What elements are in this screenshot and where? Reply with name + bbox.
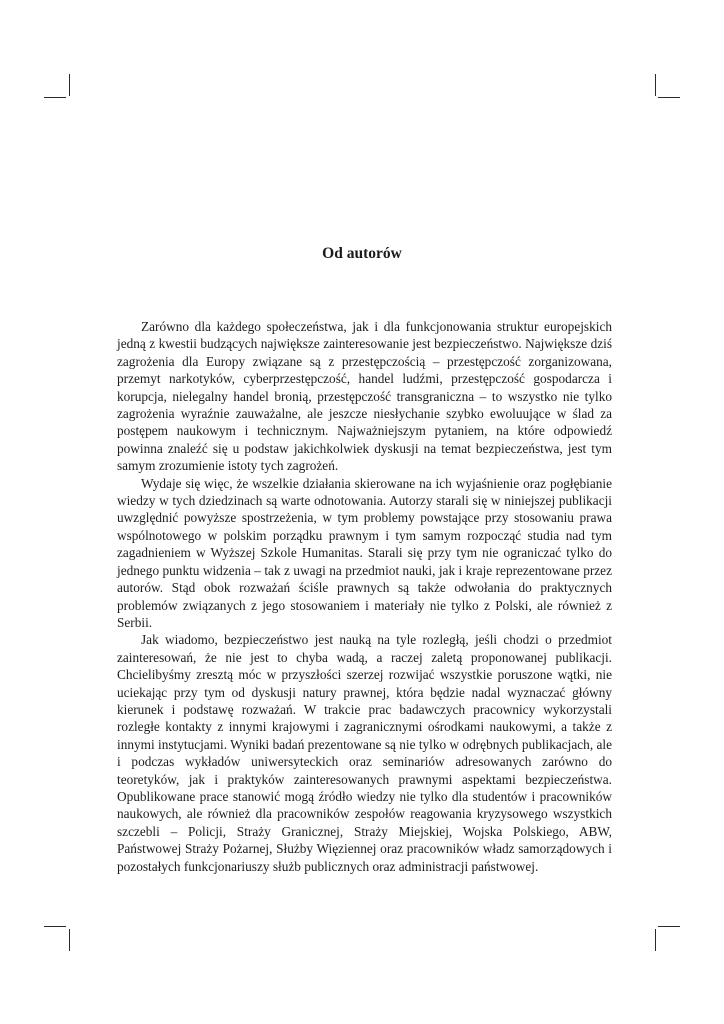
paragraph: Jak wiadomo, bezpieczeństwo jest nauką na tyle rozległą, jeśli chodzi o przedmiot zainteresowań, że nie jest to chyba wadą, a raczej zaletą proponowanej publikacji. Chcielibyśmy zresztą móc w przyszłości szerzej rozwijać wszystkie poruszone wątki, nie uciekając przy tym od dyskusji natury prawnej, która będzie nadal wyznaczać główny kierunek i podstawę rozważań. W trakcie prac badawczych pracownicy wykorzystali rozległe kontakty z innymi krajowymi i zagranicznymi ośrodkami naukowymi, a także z innymi instytucjami. Wyniki badań prezentowane są nie tylko w odrębnych publikacjach, ale i podczas wykładów uniwersyteckich oraz seminariów adresowanych zarówno do teoretyków, jak i praktyków zainteresowanych prawnymi aspektami bezpieczeństwa. Opublikowane prace stanowić mogą źródło wiedzy nie tylko dla studentów i pracowników naukowych, ale również dla pracowników zespołów reagowania kryzysowego wszystkich szczebli – Policji, Straży Granicznej, Straży Miejskiej, Wojska Polskiego, ABW, Państwowej Straży Pożarnej, Służby Więziennej oraz pracowników władz samorządowych i pozostałych funkcjonariuszy służb publicznych oraz administracji państwowej. — [117, 632, 612, 874]
crop-mark — [44, 926, 66, 927]
crop-mark — [655, 74, 656, 96]
crop-mark — [69, 929, 70, 951]
crop-mark — [44, 97, 66, 98]
chapter-heading: Od autorów — [322, 245, 402, 262]
crop-mark — [655, 929, 656, 951]
crop-mark — [658, 97, 680, 98]
paragraph: Wydaje się więc, że wszelkie działania skierowane na ich wyjaśnienie oraz pogłębianie wiedzy w tych dziedzinach są warte odnotowania. Autorzy starali się w niniejszej publikacji uwzględnić powyższe spostrzeżenia, w tym problemy powstające przy stosowaniu prawa wspólnotowego w polskim porządku prawnym i tym samym rozpocząć studia nad tym zagadnieniem w Wyższej Szkole Humanitas. Starali się przy tym nie ograniczać tylko do jednego punktu widzenia – tak z uwagi na przedmiot nauki, jak i kraje reprezentowane przez autorów. Stąd obok rozważań ściśle prawnych są także odwołania do praktycznych problemów związanych z jego stosowaniem i materiały nie tylko z Polski, ale również z Serbii. — [117, 475, 612, 630]
body-text — [117, 318, 612, 875]
paragraph: Zarówno dla każdego społeczeństwa, jak i dla funkcjonowania struktur europejskich jedną z kwestii budzących największe zainteresowanie jest bezpieczeństwo. Największe dziś zagrożenia dla Europy związane są z przestępczością – przestępczość zorganizowana, przemyt narkotyków, cyberprzestępczość, handel ludźmi, przestępczość gospodarcza i korupcja, nielegalny handel bronią, przestępczość transgraniczna – to wszystko nie tylko zagrożenia wyraźnie zauważalne, ale jeszcze niesłychanie szybko ewoluujące w ślad za postępem naukowym i technicznym. Najważniejszym pytaniem, na które odpowiedź powinna znaleźć się u podstaw jakichkolwiek dyskusji na temat bezpieczeństwa, jest tym samym zrozumienie istoty tych zagrożeń. — [117, 319, 612, 474]
crop-mark — [658, 926, 680, 927]
crop-mark — [69, 74, 70, 96]
